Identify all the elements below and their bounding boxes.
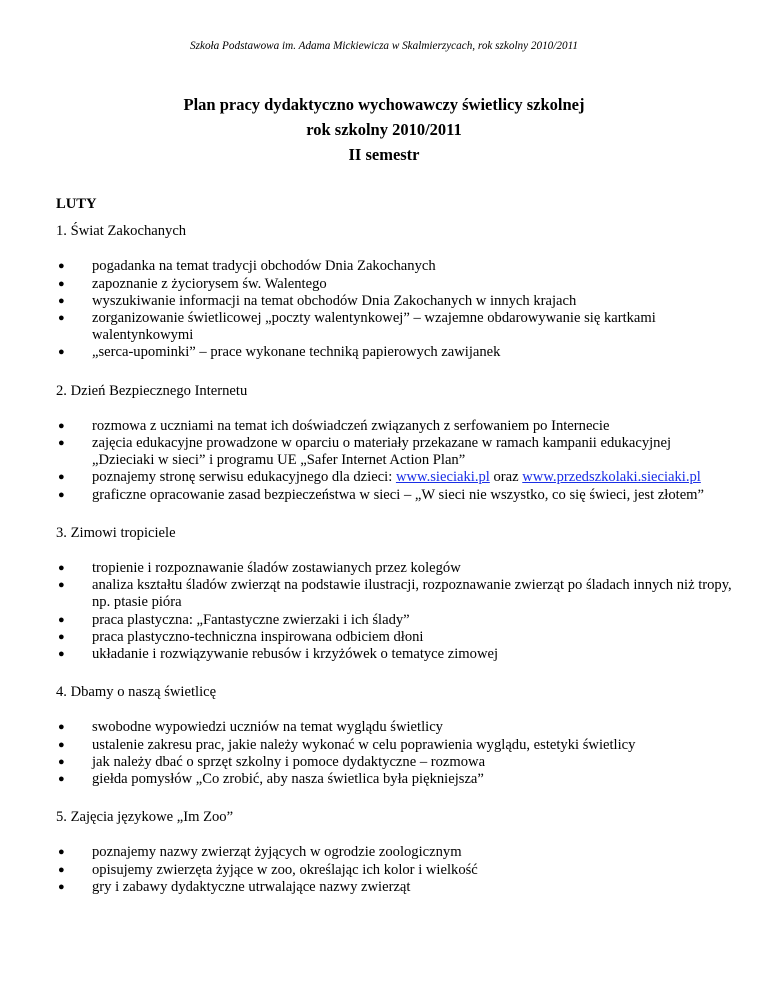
sieciaki-link[interactable]: www.sieciaki.pl — [395, 469, 490, 486]
bullet-list — [56, 844, 736, 896]
list-item — [56, 646, 736, 663]
list-item — [56, 612, 736, 629]
list-item — [56, 719, 736, 736]
bullet-icon: ● — [58, 863, 65, 876]
bullet-icon: ● — [58, 471, 65, 484]
list-item-text: zorganizowanie świetlicowej „poczty walentynkowej” – wzajemne obdarowywanie się kartkami walentynkowymi — [92, 310, 656, 344]
list-item — [56, 737, 736, 754]
list-item — [56, 276, 736, 293]
list-item-text: pogadanka na temat tradycji obchodów Dnia Zakochanych — [92, 258, 436, 275]
list-item-text: praca plastyczna: „Fantastyczne zwierzaki i ich ślady” — [92, 611, 410, 628]
list-item — [56, 469, 736, 486]
title-line-3: II semestr — [348, 145, 420, 164]
document-title — [0, 92, 768, 167]
link-item-text: oraz — [489, 469, 523, 486]
list-item-text: zapoznanie z życiorysem św. Walentego — [92, 275, 327, 292]
title-line-2: rok szkolny 2010/2011 — [306, 120, 462, 139]
bullet-icon: ● — [58, 721, 65, 734]
list-item-text: analiza kształtu śladów zwierząt na podstawie ilustracji, rozpoznawanie zwierząt po śladach innych niż tropy, np. ptasie pióra — [92, 577, 732, 611]
list-item-text: praca plastyczno-techniczna inspirowana odbiciem dłoni — [92, 628, 424, 645]
list-item — [56, 844, 736, 861]
list-item — [56, 258, 736, 275]
list-item-text: rozmowa z uczniami na temat ich doświadczeń związanych z serfowaniem po Internecie — [92, 417, 610, 434]
section — [56, 525, 736, 663]
list-item — [56, 418, 736, 435]
bullet-icon: ● — [58, 312, 65, 325]
link-item-text: poznajemy stronę serwisu edukacyjnego dla dzieci: — [92, 469, 396, 486]
przedszkolaki-link[interactable]: www.przedszkolaki.sieciaki.pl — [522, 469, 701, 486]
list-item-text: poznajemy nazwy zwierząt żyjących w ogrodzie zoologicznym — [92, 844, 462, 861]
sections-container — [56, 223, 736, 896]
bullet-icon: ● — [58, 346, 65, 359]
bullet-list — [56, 560, 736, 663]
bullet-icon: ● — [58, 277, 65, 290]
bullet-icon: ● — [58, 260, 65, 273]
bullet-list — [56, 719, 736, 788]
bullet-icon: ● — [58, 846, 65, 859]
bullet-icon: ● — [58, 880, 65, 893]
list-item — [56, 862, 736, 879]
list-item — [56, 577, 736, 611]
list-item — [56, 310, 736, 344]
list-item-text: giełda pomysłów „Co zrobić, aby nasza świetlica była piękniejsza” — [92, 771, 484, 788]
list-item-text: opisujemy zwierzęta żyjące w zoo, określając ich kolor i wielkość — [92, 861, 478, 878]
list-item-text: „serca-upominki” – prace wykonane techniką papierowych zawijanek — [92, 344, 501, 361]
list-item — [56, 879, 736, 896]
document-body — [56, 196, 736, 917]
list-item-text: wyszukiwanie informacji na temat obchodów Dnia Zakochanych w innych krajach — [92, 292, 577, 309]
bullet-list — [56, 418, 736, 504]
section-title: 3. Zimowi tropiciele — [56, 524, 176, 541]
bullet-icon: ● — [58, 773, 65, 786]
month-heading: LUTY — [56, 196, 97, 212]
bullet-icon: ● — [58, 437, 65, 450]
list-item — [56, 560, 736, 577]
section — [56, 809, 736, 896]
section — [56, 223, 736, 361]
bullet-icon: ● — [58, 579, 65, 592]
list-item — [56, 487, 736, 504]
section-title: 4. Dbamy o naszą świetlicę — [56, 684, 217, 701]
list-item-text: swobodne wypowiedzi uczniów na temat wyglądu świetlicy — [92, 719, 443, 736]
section — [56, 383, 736, 504]
title-line-1: Plan pracy dydaktyczno wychowawczy świetlicy szkolnej — [183, 95, 585, 114]
list-item — [56, 293, 736, 310]
section — [56, 684, 736, 788]
list-item-text: jak należy dbać o sprzęt szkolny i pomoce dydaktyczne – rozmowa — [92, 753, 486, 770]
list-item-text: układanie i rozwiązywanie rebusów i krzyżówek o tematyce zimowej — [92, 646, 499, 663]
page-header: Szkoła Podstawowa im. Adama Mickiewicza w Skalmierzycach, rok szkolny 2010/2011 — [190, 40, 578, 52]
bullet-icon: ● — [58, 294, 65, 307]
bullet-icon: ● — [58, 738, 65, 751]
list-item-text: ustalenie zakresu prac, jakie należy wykonać w celu poprawienia wyglądu, estetyki świetlicy — [92, 736, 636, 753]
list-item-text: gry i zabawy dydaktyczne utrwalające nazwy zwierząt — [92, 878, 411, 895]
bullet-icon: ● — [58, 755, 65, 768]
bullet-icon: ● — [58, 488, 65, 501]
list-item — [56, 754, 736, 771]
bullet-list — [56, 258, 736, 361]
list-item — [56, 435, 736, 469]
section-title: 2. Dzień Bezpiecznego Internetu — [56, 382, 248, 399]
bullet-icon: ● — [58, 630, 65, 643]
bullet-icon: ● — [58, 613, 65, 626]
bullet-icon: ● — [58, 419, 65, 432]
list-item-text: graficzne opracowanie zasad bezpieczeństwa w sieci – „W sieci nie wszystko, co się świeci, jest złotem” — [92, 486, 705, 503]
list-item — [56, 629, 736, 646]
list-item-text: zajęcia edukacyjne prowadzone w oparciu o materiały przekazane w ramach kampanii edukacyjnej „Dzieciaki w sieci” i programu UE „Safer Internet Action Plan” — [92, 435, 671, 469]
list-item-text: tropienie i rozpoznawanie śladów zostawianych przez kolegów — [92, 560, 461, 577]
list-item — [56, 344, 736, 361]
list-item — [56, 771, 736, 788]
section-title: 5. Zajęcia językowe „Im Zoo” — [56, 809, 234, 826]
bullet-icon: ● — [58, 648, 65, 661]
section-title: 1. Świat Zakochanych — [56, 223, 187, 240]
bullet-icon: ● — [58, 562, 65, 575]
